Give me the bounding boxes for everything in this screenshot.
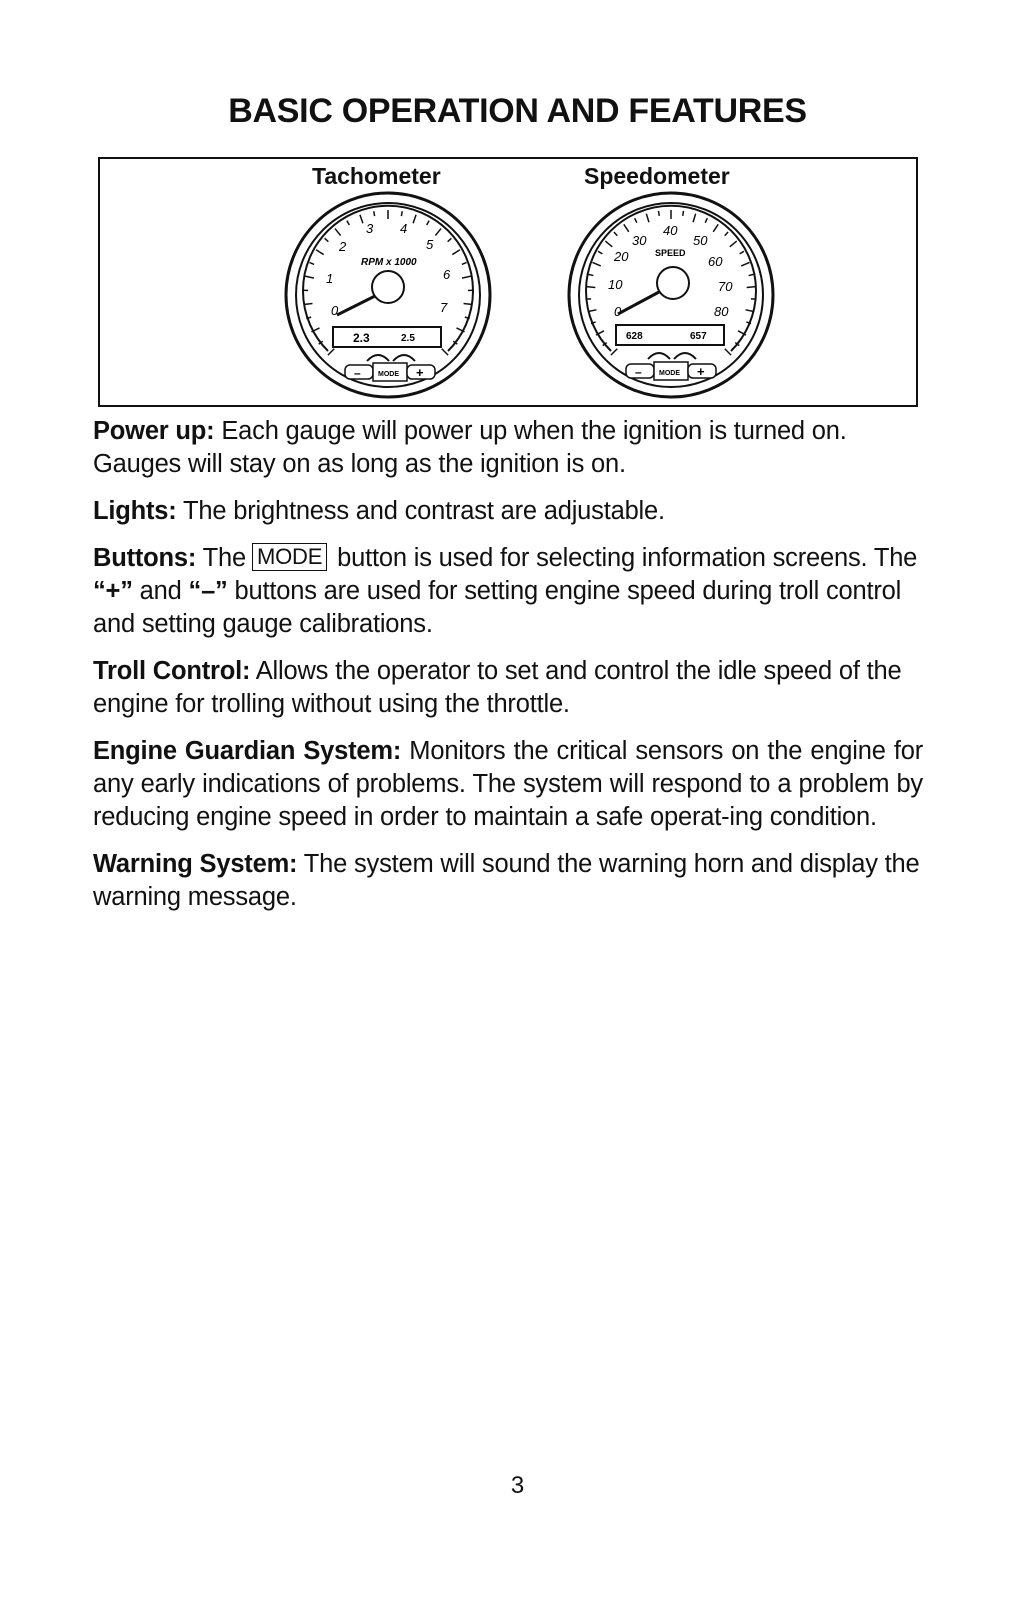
power-up-term: Power up: — [93, 417, 215, 445]
speed-scale-0: 0 — [614, 304, 622, 319]
speed-mode-label: MODE — [659, 370, 680, 377]
tachometer-label: Tachometer — [312, 163, 441, 189]
tach-plus-label: + — [416, 365, 424, 380]
tach-minus-label: – — [354, 366, 361, 380]
tach-scale-6: 6 — [443, 267, 451, 282]
lights-paragraph — [93, 495, 923, 528]
plus-quote: “+” — [93, 577, 133, 605]
warning-system-paragraph — [93, 848, 923, 914]
speed-scale-4: 40 — [663, 223, 678, 238]
tach-mode-label: MODE — [378, 371, 399, 378]
tach-scale-2: 2 — [339, 239, 347, 254]
tach-scale-1: 1 — [326, 271, 334, 286]
buttons-term: Buttons: — [93, 544, 197, 572]
speed-display-right: 657 — [690, 331, 707, 342]
lights-term: Lights: — [93, 497, 177, 525]
speed-scale-8: 80 — [714, 304, 729, 319]
dial-tick — [304, 304, 313, 305]
tachometer-gauge — [283, 189, 493, 401]
troll-control-text: Allows the operator to set and control the idle speed of the engine for trolling without using the throttle. — [93, 657, 902, 718]
speed-scale-1: 10 — [608, 277, 623, 292]
troll-control-paragraph — [93, 655, 923, 721]
engine-guardian-text: Monitors the critical sensors on the engine for any early indications of problems. The system will respond to a problem by reducing engine speed in order to maintain a safe operat-ing condition. — [93, 737, 923, 831]
speed-scale-5: 50 — [693, 233, 708, 248]
speed-scale-7: 70 — [718, 279, 733, 294]
speed-scale-3: 30 — [632, 233, 647, 248]
tach-scale-4: 4 — [400, 221, 408, 236]
troll-control-term: Troll Control: — [93, 657, 251, 685]
power-up-paragraph — [93, 415, 923, 481]
engine-guardian-term: Engine Guardian System: — [93, 737, 402, 765]
dial-tick — [586, 287, 595, 288]
dial-tick — [747, 287, 756, 288]
tach-scale-0: 0 — [331, 303, 339, 318]
speed-scale-2: 20 — [614, 249, 629, 264]
speed-needle-hub — [657, 267, 689, 299]
page-number: 3 — [510, 1472, 525, 1499]
engine-guardian-paragraph — [93, 735, 923, 834]
buttons-paragraph — [93, 542, 923, 641]
tach-scale-3: 3 — [366, 221, 374, 236]
tach-display-left: 2.3 — [353, 331, 370, 345]
tach-scale-7: 7 — [440, 300, 448, 315]
buttons-text-after: button is used for selecting information screens. The — [337, 544, 918, 572]
buttons-text-end: buttons are used for setting engine speed during troll control and setting gauge calibrations. — [93, 577, 902, 638]
tach-display — [333, 327, 441, 347]
page-title: BASIC OPERATION AND FEATURES — [228, 92, 807, 130]
dial-tick — [401, 211, 402, 216]
tach-scale-5: 5 — [426, 237, 434, 252]
speedometer-label: Speedometer — [584, 163, 730, 189]
lights-text: The brightness and contrast are adjustable. — [176, 497, 665, 525]
feature-descriptions — [93, 415, 923, 928]
dial-tick — [374, 211, 375, 216]
speed-unit-label: SPEED — [655, 248, 686, 258]
buttons-and: and — [132, 577, 189, 605]
buttons-text-before: The — [196, 544, 246, 572]
mode-button-icon: MODE — [252, 543, 327, 571]
warning-system-term: Warning System: — [93, 850, 298, 878]
speed-plus-label: + — [697, 364, 705, 379]
speed-minus-label: – — [635, 365, 642, 379]
minus-quote: “–” — [188, 577, 228, 605]
speed-scale-6: 60 — [708, 254, 723, 269]
tach-unit-label: RPM x 1000 — [361, 257, 417, 268]
dial-tick — [683, 211, 684, 216]
tach-needle-hub — [372, 271, 404, 303]
speed-display-left: 628 — [626, 331, 643, 342]
dial-tick — [659, 211, 660, 216]
gauges-figure — [98, 157, 918, 407]
tach-display-right: 2.5 — [401, 333, 415, 344]
speedometer-gauge — [566, 189, 776, 401]
power-up-text: Each gauge will power up when the ignition is turned on. Gauges will stay on as long as the ignition is on. — [93, 417, 847, 478]
dial-tick — [464, 304, 473, 305]
warning-system-text: The system will sound the warning horn and display the warning message. — [93, 850, 920, 911]
